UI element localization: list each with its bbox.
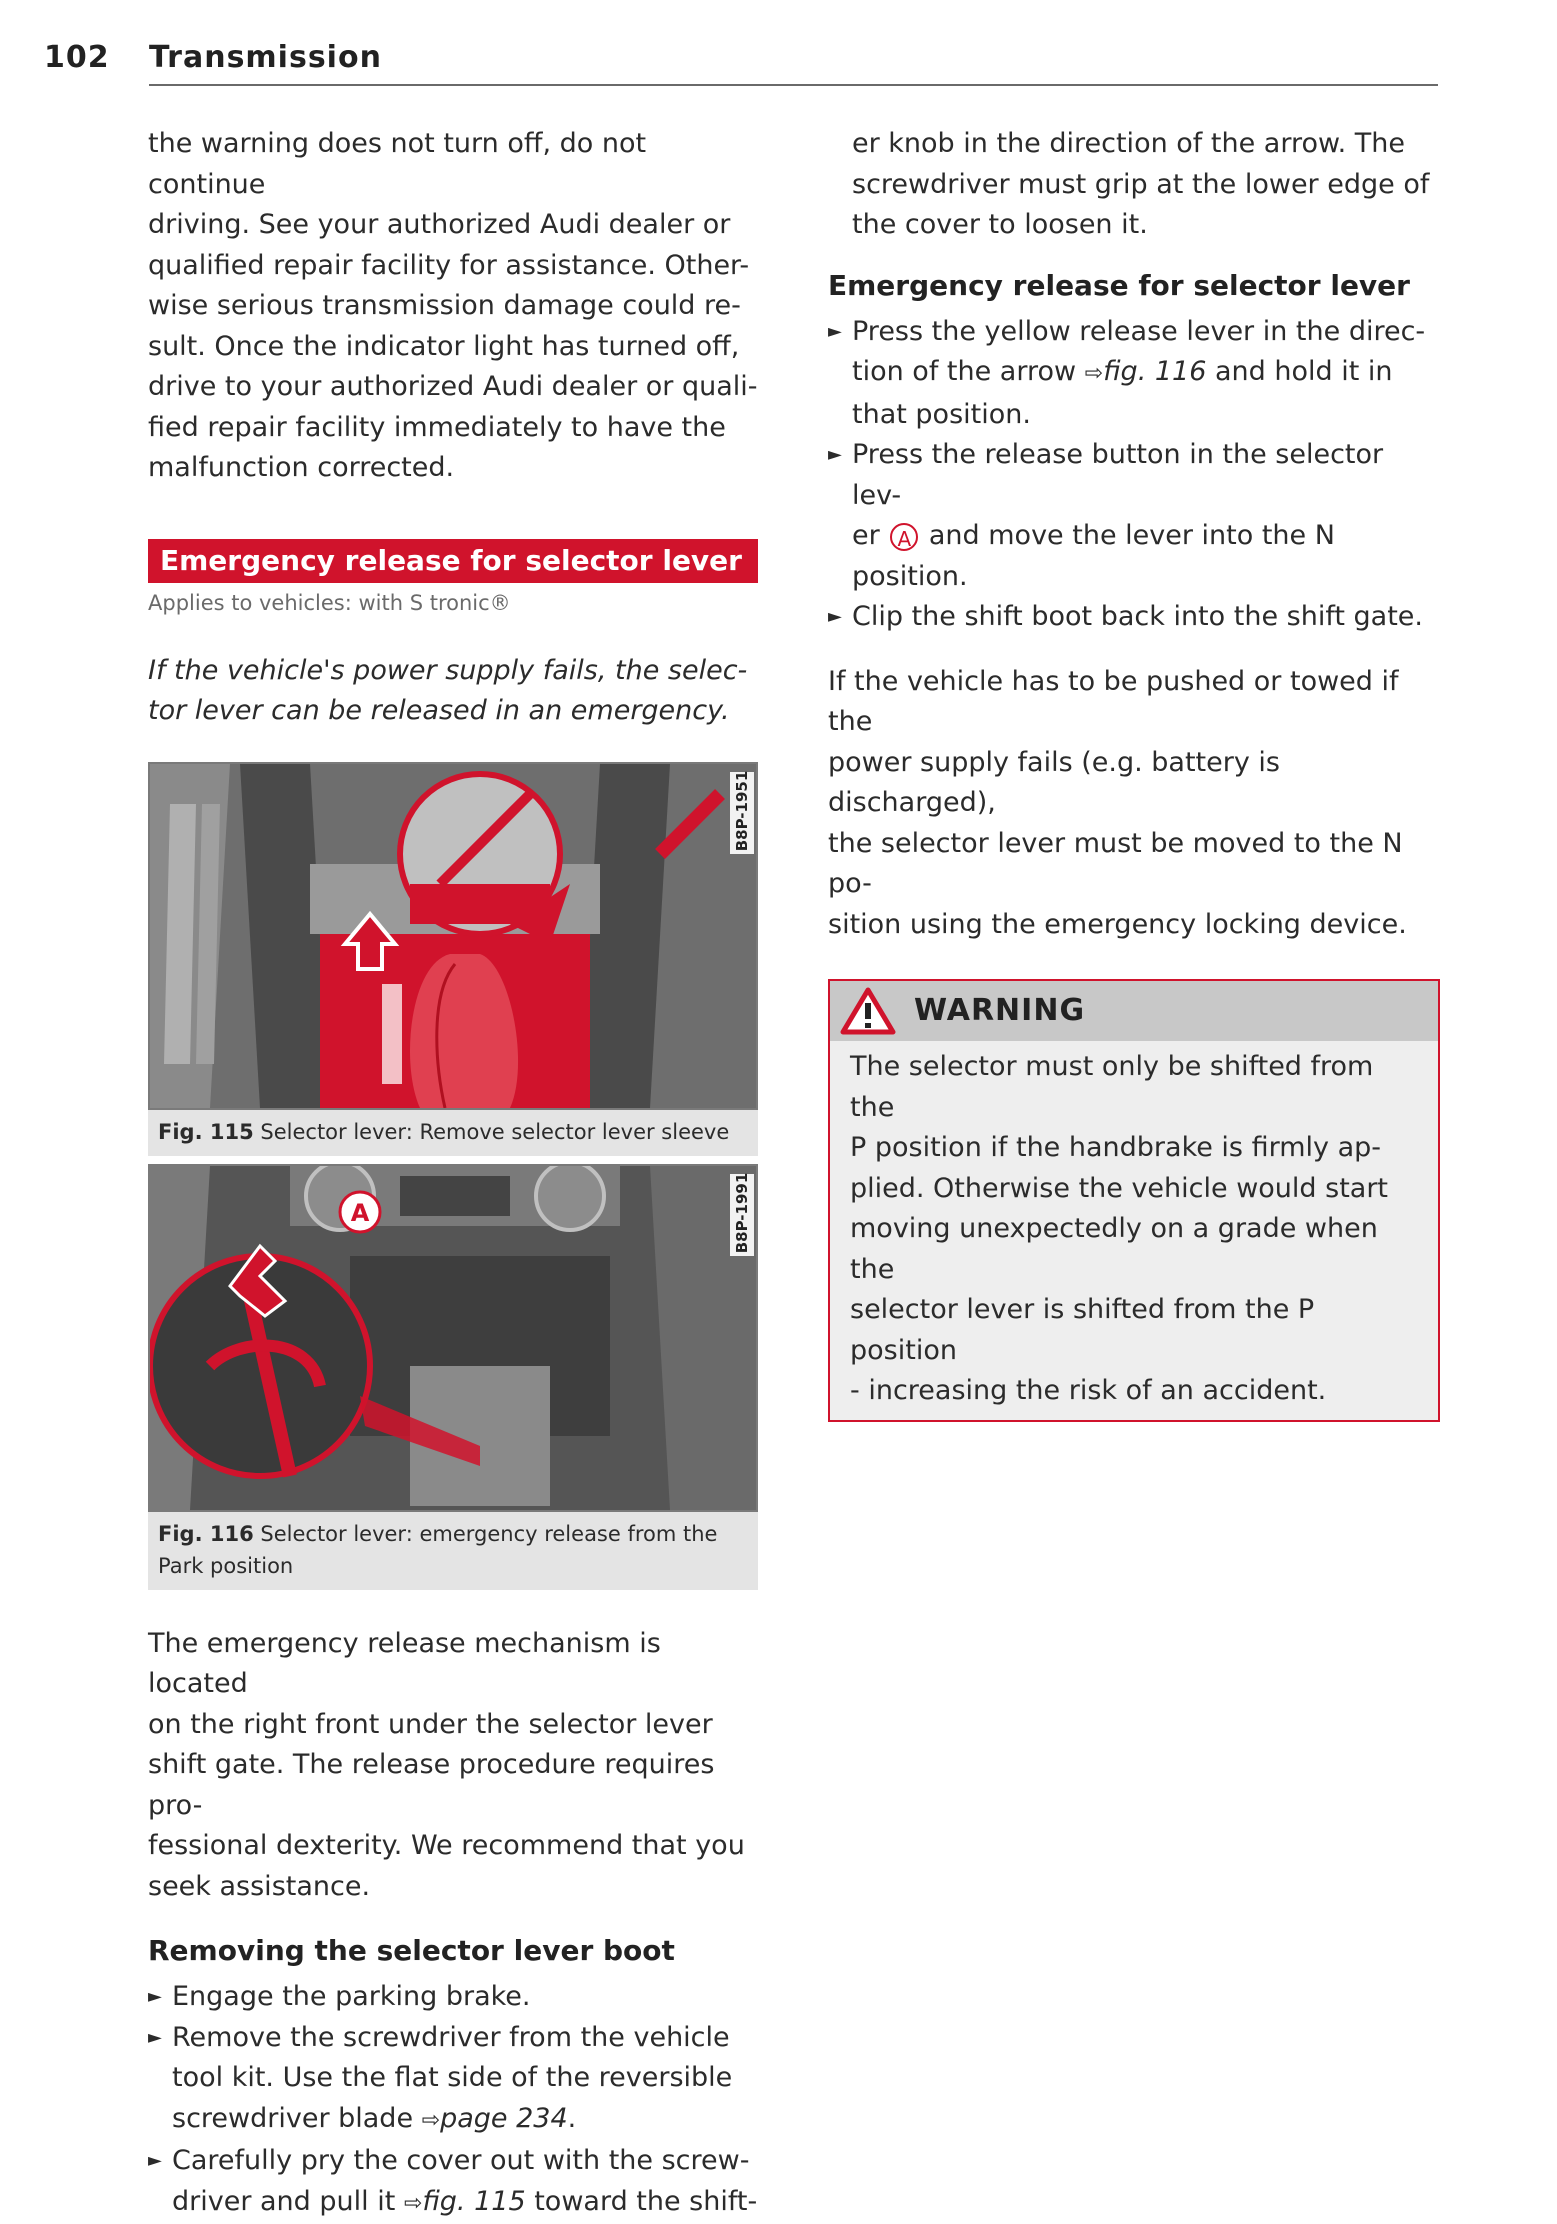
page-number: 102 xyxy=(44,40,110,75)
warning-header xyxy=(830,981,1438,1041)
figure-115-image xyxy=(148,762,758,1110)
arrow-right-icon: ⇨ xyxy=(403,2190,423,2216)
list-item: ► Press the yellow release lever in the direc- tion of the arrow ⇨fig. 116 and hold it in that position. xyxy=(828,312,1440,436)
arrow-right-icon: ⇨ xyxy=(421,2107,441,2133)
list-item: ► Clip the shift boot back into the shift gate. xyxy=(828,597,1440,638)
right-column xyxy=(828,124,1440,1422)
section-title-bar: Emergency release for selector lever xyxy=(148,539,758,583)
page-header xyxy=(44,40,1438,86)
removing-boot-heading: Removing the selector lever boot xyxy=(148,1934,675,1967)
warning-text: The selector must only be shifted from the P position if the handbrake is firmly ap- plied. Otherwise the vehicle would start moving unexpectedly on a grade when the selector lever is shifted from the P position - increasing the risk of an accident. xyxy=(850,1051,1389,1406)
figure-code-label: B8P-1951 xyxy=(730,772,754,854)
marker-a-label: A xyxy=(350,1198,370,1227)
warning-title: WARNING xyxy=(914,993,1086,1028)
figure-code-label: B8P-1991 xyxy=(730,1174,754,1256)
mechanism-paragraph: The emergency release mechanism is located on the right front under the selector lever shift gate. The release procedure requires pro- fessional dexterity. We recommend that you seek assistance. xyxy=(148,1627,745,1902)
continued-paragraph: er knob in the direction of the arrow. The screwdriver must grip at the lower edge of the cover to loosen it. xyxy=(852,128,1430,240)
figure-116-caption: Fig. 116 Selector lever: emergency release from the Park position xyxy=(158,1521,718,1578)
towing-paragraph: If the vehicle has to be pushed or towed if the power supply fails (e.g. battery is discharged), the selector lever must be moved to the N po- sition using the emergency locking device. xyxy=(828,665,1407,940)
warning-box xyxy=(828,979,1440,1422)
figure-115-caption: Fig. 115 Selector lever: Remove selector lever sleeve xyxy=(158,1119,730,1144)
intro-paragraph: the warning does not turn off, do not continue driving. See your authorized Audi dealer or qualified repair facility for assistance. Other- wise serious transmission damage could re- sult. Once the indicator light has turned off, drive to your authorized Audi dealer or quali- fied repair facility immediately to have the malfunction corrected. xyxy=(148,128,758,483)
emergency-release-steps xyxy=(828,312,1440,638)
warning-triangle-icon xyxy=(840,987,896,1035)
bullet-icon: ► xyxy=(828,320,842,342)
list-item: ► Engage the parking brake. xyxy=(148,1977,758,2018)
left-column xyxy=(148,124,758,2224)
bullet-icon: ► xyxy=(148,2150,162,2171)
figure-116-image xyxy=(148,1164,758,1512)
page-reference-link[interactable]: page 234 xyxy=(440,2102,568,2134)
figure-116 xyxy=(148,1164,758,1590)
removing-boot-steps xyxy=(148,1977,758,2224)
applies-to-note: Applies to vehicles: with S tronic® xyxy=(148,590,511,615)
list-item: ► Press the release button in the selector lev- er A and move the lever into the N position. xyxy=(828,435,1440,597)
bullet-icon: ► xyxy=(828,606,842,627)
list-item: ► Remove the screwdriver from the vehicle tool kit. Use the flat side of the reversible screwdriver blade ⇨page 234. xyxy=(148,2018,758,2142)
figure-reference-link[interactable]: fig. 116 xyxy=(1103,356,1207,387)
chapter-title: Transmission xyxy=(149,40,382,75)
list-item: ► Carefully pry the cover out with the screw- driver and pull it ⇨fig. 115 toward the shift- xyxy=(148,2141,758,2224)
figure-reference-link[interactable]: fig. 115 xyxy=(422,2185,526,2217)
emergency-release-illustration xyxy=(150,1166,756,1510)
bullet-icon: ► xyxy=(148,1986,162,2007)
bullet-icon: ► xyxy=(148,2026,162,2048)
arrow-right-icon: ⇨ xyxy=(1084,361,1104,386)
bullet-icon: ► xyxy=(828,444,842,465)
emergency-release-heading: Emergency release for selector lever xyxy=(828,268,1410,302)
header-divider xyxy=(149,84,1438,86)
italic-intro: If the vehicle's power supply fails, the selec- tor lever can be released in an emergency. xyxy=(148,654,748,726)
figure-115 xyxy=(148,762,758,1156)
marker-a-icon: A xyxy=(890,523,918,551)
selector-lever-sleeve-illustration xyxy=(150,764,756,1108)
